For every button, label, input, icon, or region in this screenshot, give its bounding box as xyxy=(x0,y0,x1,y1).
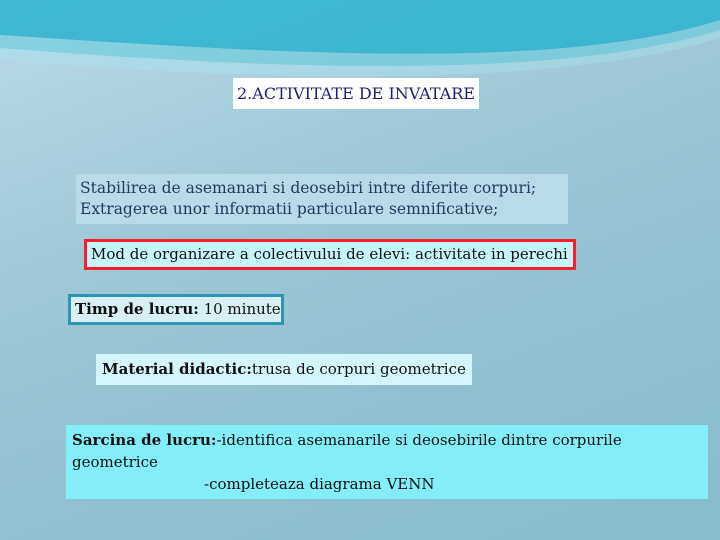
task-label: Sarcina de lucru: xyxy=(72,431,217,449)
material-label: Material didactic: xyxy=(102,360,252,378)
task-line-1 xyxy=(72,429,708,451)
organization-box xyxy=(84,239,576,270)
decorative-wave-header xyxy=(0,0,720,90)
task-item-2: -completeaza diagrama VENN xyxy=(204,475,435,493)
task-item-1: -identifica asemanarile si deosebirile dintre corpurile xyxy=(216,431,622,449)
objectives-box xyxy=(76,174,568,224)
time-label: Timp de lucru: xyxy=(75,300,199,318)
task-box xyxy=(66,425,708,499)
time-box xyxy=(68,294,284,325)
slide-title: 2.ACTIVITATE DE INVATARE xyxy=(233,78,479,109)
material-value: trusa de corpuri geometrice xyxy=(251,360,466,378)
material-box xyxy=(96,354,472,385)
time-value: 10 minute xyxy=(203,300,281,318)
objective-item: Stabilirea de asemanari si deosebiri intre diferite corpuri; xyxy=(80,179,537,197)
objective-item: Extragerea unor informatii particulare semnificative; xyxy=(80,200,499,218)
task-line-2: geometrice xyxy=(72,453,158,471)
time-text xyxy=(71,297,281,322)
organization-text: Mod de organizare a colectivului de elevi: activitate in perechi xyxy=(87,242,573,267)
